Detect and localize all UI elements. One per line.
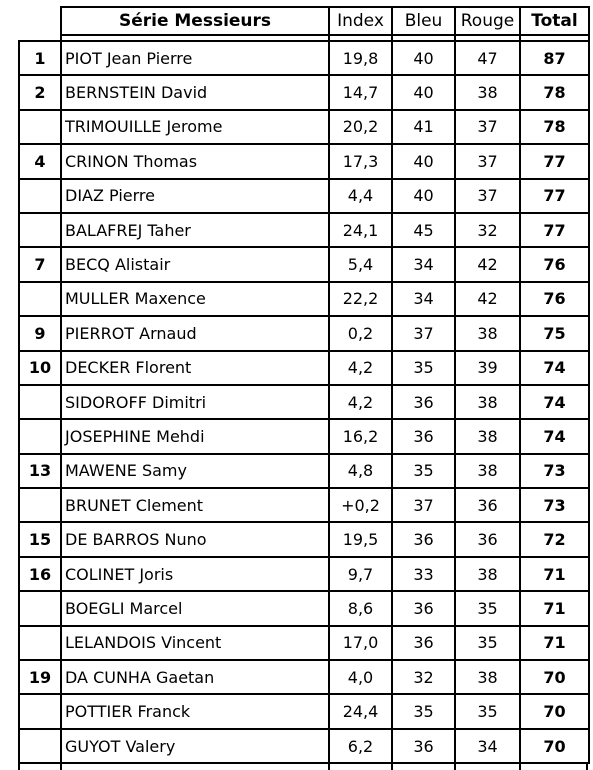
bleu-score-cell: 33 — [392, 557, 455, 591]
bleu-score-cell: 32 — [392, 660, 455, 694]
table-row — [19, 522, 589, 556]
total-score-cell: 77 — [520, 179, 589, 213]
bleu-score-cell: 36 — [392, 419, 455, 453]
player-name-cell: DA CUNHA Gaetan — [61, 660, 329, 694]
table-row — [19, 247, 589, 281]
rank-cell — [19, 110, 61, 144]
total-score-cell: 78 — [520, 110, 589, 144]
index-cell: 24,1 — [329, 213, 392, 247]
rank-cell — [19, 213, 61, 247]
bleu-score-cell: 34 — [392, 282, 455, 316]
rouge-score-cell: 38 — [455, 660, 520, 694]
total-score-cell: 71 — [520, 626, 589, 660]
table-row — [19, 454, 589, 488]
total-score-cell: 74 — [520, 419, 589, 453]
total-score-cell: 77 — [520, 144, 589, 178]
bleu-score-cell: 45 — [392, 213, 455, 247]
results-sheet — [18, 6, 588, 764]
table-row — [19, 729, 589, 763]
table-continuation — [18, 762, 588, 770]
rouge-score-cell: 37 — [455, 179, 520, 213]
index-cell: 4,4 — [329, 179, 392, 213]
table-row — [19, 694, 589, 728]
bleu-score-cell: 37 — [392, 488, 455, 522]
bleu-score-cell: 36 — [392, 591, 455, 625]
index-cell: 20,2 — [329, 110, 392, 144]
rank-cell — [19, 282, 61, 316]
bleu-score-cell: 36 — [392, 729, 455, 763]
player-name-cell: BRUNET Clement — [61, 488, 329, 522]
results-table — [18, 6, 590, 764]
player-name-cell: DE BARROS Nuno — [61, 522, 329, 556]
table-row — [19, 316, 589, 350]
table-row — [19, 626, 589, 660]
player-name-cell: DIAZ Pierre — [61, 179, 329, 213]
rouge-score-cell: 35 — [455, 591, 520, 625]
rouge-score-cell: 37 — [455, 110, 520, 144]
index-cell: 14,7 — [329, 75, 392, 109]
total-score-cell: 70 — [520, 694, 589, 728]
rank-cell: 1 — [19, 41, 61, 75]
index-cell: 4,0 — [329, 660, 392, 694]
table-row — [19, 144, 589, 178]
index-cell: 0,2 — [329, 316, 392, 350]
rank-header-blank — [19, 7, 61, 35]
rank-cell — [19, 591, 61, 625]
table-row — [19, 110, 589, 144]
rouge-score-cell: 38 — [455, 316, 520, 350]
bleu-score-cell: 36 — [392, 385, 455, 419]
series-header: Série Messieurs — [61, 7, 329, 35]
bleu-score-cell: 40 — [392, 179, 455, 213]
table-row — [19, 179, 589, 213]
table-row — [19, 385, 589, 419]
rouge-score-cell: 38 — [455, 419, 520, 453]
table-row — [19, 213, 589, 247]
total-header: Total — [520, 7, 589, 35]
player-name-cell: DECKER Florent — [61, 351, 329, 385]
total-score-cell: 70 — [520, 729, 589, 763]
rouge-score-cell: 38 — [455, 75, 520, 109]
player-name-cell: BECQ Alistair — [61, 247, 329, 281]
total-score-cell: 74 — [520, 351, 589, 385]
rouge-score-cell: 36 — [455, 522, 520, 556]
rank-cell: 13 — [19, 454, 61, 488]
index-cell: 16,2 — [329, 419, 392, 453]
player-name-cell: MAWENE Samy — [61, 454, 329, 488]
total-score-cell: 76 — [520, 247, 589, 281]
player-name-cell: JOSEPHINE Mehdi — [61, 419, 329, 453]
index-cell: 17,0 — [329, 626, 392, 660]
rouge-score-cell: 37 — [455, 144, 520, 178]
rank-cell — [19, 694, 61, 728]
player-name-cell: CRINON Thomas — [61, 144, 329, 178]
rouge-score-cell: 38 — [455, 454, 520, 488]
total-score-cell: 78 — [520, 75, 589, 109]
rank-cell — [19, 179, 61, 213]
player-name-cell: BERNSTEIN David — [61, 75, 329, 109]
total-score-cell: 77 — [520, 213, 589, 247]
rank-cell — [19, 488, 61, 522]
bleu-header: Bleu — [392, 7, 455, 35]
table-body — [19, 41, 589, 763]
player-name-cell: SIDOROFF Dimitri — [61, 385, 329, 419]
index-cell: 4,8 — [329, 454, 392, 488]
bleu-score-cell: 34 — [392, 247, 455, 281]
total-score-cell: 71 — [520, 557, 589, 591]
rank-cell — [19, 419, 61, 453]
table-row — [19, 591, 589, 625]
player-name-cell: COLINET Joris — [61, 557, 329, 591]
total-score-cell: 73 — [520, 454, 589, 488]
player-name-cell: GUYOT Valery — [61, 729, 329, 763]
total-score-cell: 73 — [520, 488, 589, 522]
index-cell: 6,2 — [329, 729, 392, 763]
index-cell: 19,8 — [329, 41, 392, 75]
index-cell: 24,4 — [329, 694, 392, 728]
total-score-cell: 71 — [520, 591, 589, 625]
index-header: Index — [329, 7, 392, 35]
index-cell: 17,3 — [329, 144, 392, 178]
table-row — [19, 660, 589, 694]
table-row — [19, 351, 589, 385]
bleu-score-cell: 37 — [392, 316, 455, 350]
rank-cell — [19, 729, 61, 763]
table-row — [19, 419, 589, 453]
player-name-cell: BOEGLI Marcel — [61, 591, 329, 625]
bleu-score-cell: 41 — [392, 110, 455, 144]
total-score-cell: 74 — [520, 385, 589, 419]
index-cell: 19,5 — [329, 522, 392, 556]
rank-cell: 7 — [19, 247, 61, 281]
bleu-score-cell: 40 — [392, 75, 455, 109]
table-header — [19, 7, 589, 41]
bleu-score-cell: 40 — [392, 41, 455, 75]
rank-cell: 15 — [19, 522, 61, 556]
table-row — [19, 75, 589, 109]
index-cell: +0,2 — [329, 488, 392, 522]
total-score-cell: 72 — [520, 522, 589, 556]
index-cell: 8,6 — [329, 591, 392, 625]
rouge-score-cell: 42 — [455, 282, 520, 316]
rank-cell: 2 — [19, 75, 61, 109]
player-name-cell: PIERROT Arnaud — [61, 316, 329, 350]
player-name-cell: POTTIER Franck — [61, 694, 329, 728]
rank-cell: 4 — [19, 144, 61, 178]
player-name-cell: LELANDOIS Vincent — [61, 626, 329, 660]
index-cell: 9,7 — [329, 557, 392, 591]
rouge-header: Rouge — [455, 7, 520, 35]
table-row — [19, 282, 589, 316]
rank-cell: 19 — [19, 660, 61, 694]
player-name-cell: TRIMOUILLE Jerome — [61, 110, 329, 144]
total-score-cell: 70 — [520, 660, 589, 694]
index-cell: 4,2 — [329, 385, 392, 419]
rank-cell — [19, 626, 61, 660]
rank-cell — [19, 385, 61, 419]
rouge-score-cell: 34 — [455, 729, 520, 763]
total-score-cell: 76 — [520, 282, 589, 316]
rouge-score-cell: 39 — [455, 351, 520, 385]
bleu-score-cell: 35 — [392, 454, 455, 488]
bleu-score-cell: 35 — [392, 351, 455, 385]
bleu-score-cell: 40 — [392, 144, 455, 178]
player-name-cell: PIOT Jean Pierre — [61, 41, 329, 75]
bleu-score-cell: 35 — [392, 694, 455, 728]
player-name-cell: BALAFREJ Taher — [61, 213, 329, 247]
bleu-score-cell: 36 — [392, 522, 455, 556]
rank-cell: 16 — [19, 557, 61, 591]
index-cell: 22,2 — [329, 282, 392, 316]
rank-cell: 10 — [19, 351, 61, 385]
total-score-cell: 75 — [520, 316, 589, 350]
rouge-score-cell: 47 — [455, 41, 520, 75]
rouge-score-cell: 42 — [455, 247, 520, 281]
table-row — [19, 557, 589, 591]
index-cell: 5,4 — [329, 247, 392, 281]
rouge-score-cell: 32 — [455, 213, 520, 247]
rouge-score-cell: 35 — [455, 694, 520, 728]
rouge-score-cell: 35 — [455, 626, 520, 660]
bleu-score-cell: 36 — [392, 626, 455, 660]
index-cell: 4,2 — [329, 351, 392, 385]
rank-cell: 9 — [19, 316, 61, 350]
table-row — [19, 41, 589, 75]
table-row — [19, 488, 589, 522]
rouge-score-cell: 38 — [455, 385, 520, 419]
player-name-cell: MULLER Maxence — [61, 282, 329, 316]
rouge-score-cell: 38 — [455, 557, 520, 591]
total-score-cell: 87 — [520, 41, 589, 75]
rouge-score-cell: 36 — [455, 488, 520, 522]
